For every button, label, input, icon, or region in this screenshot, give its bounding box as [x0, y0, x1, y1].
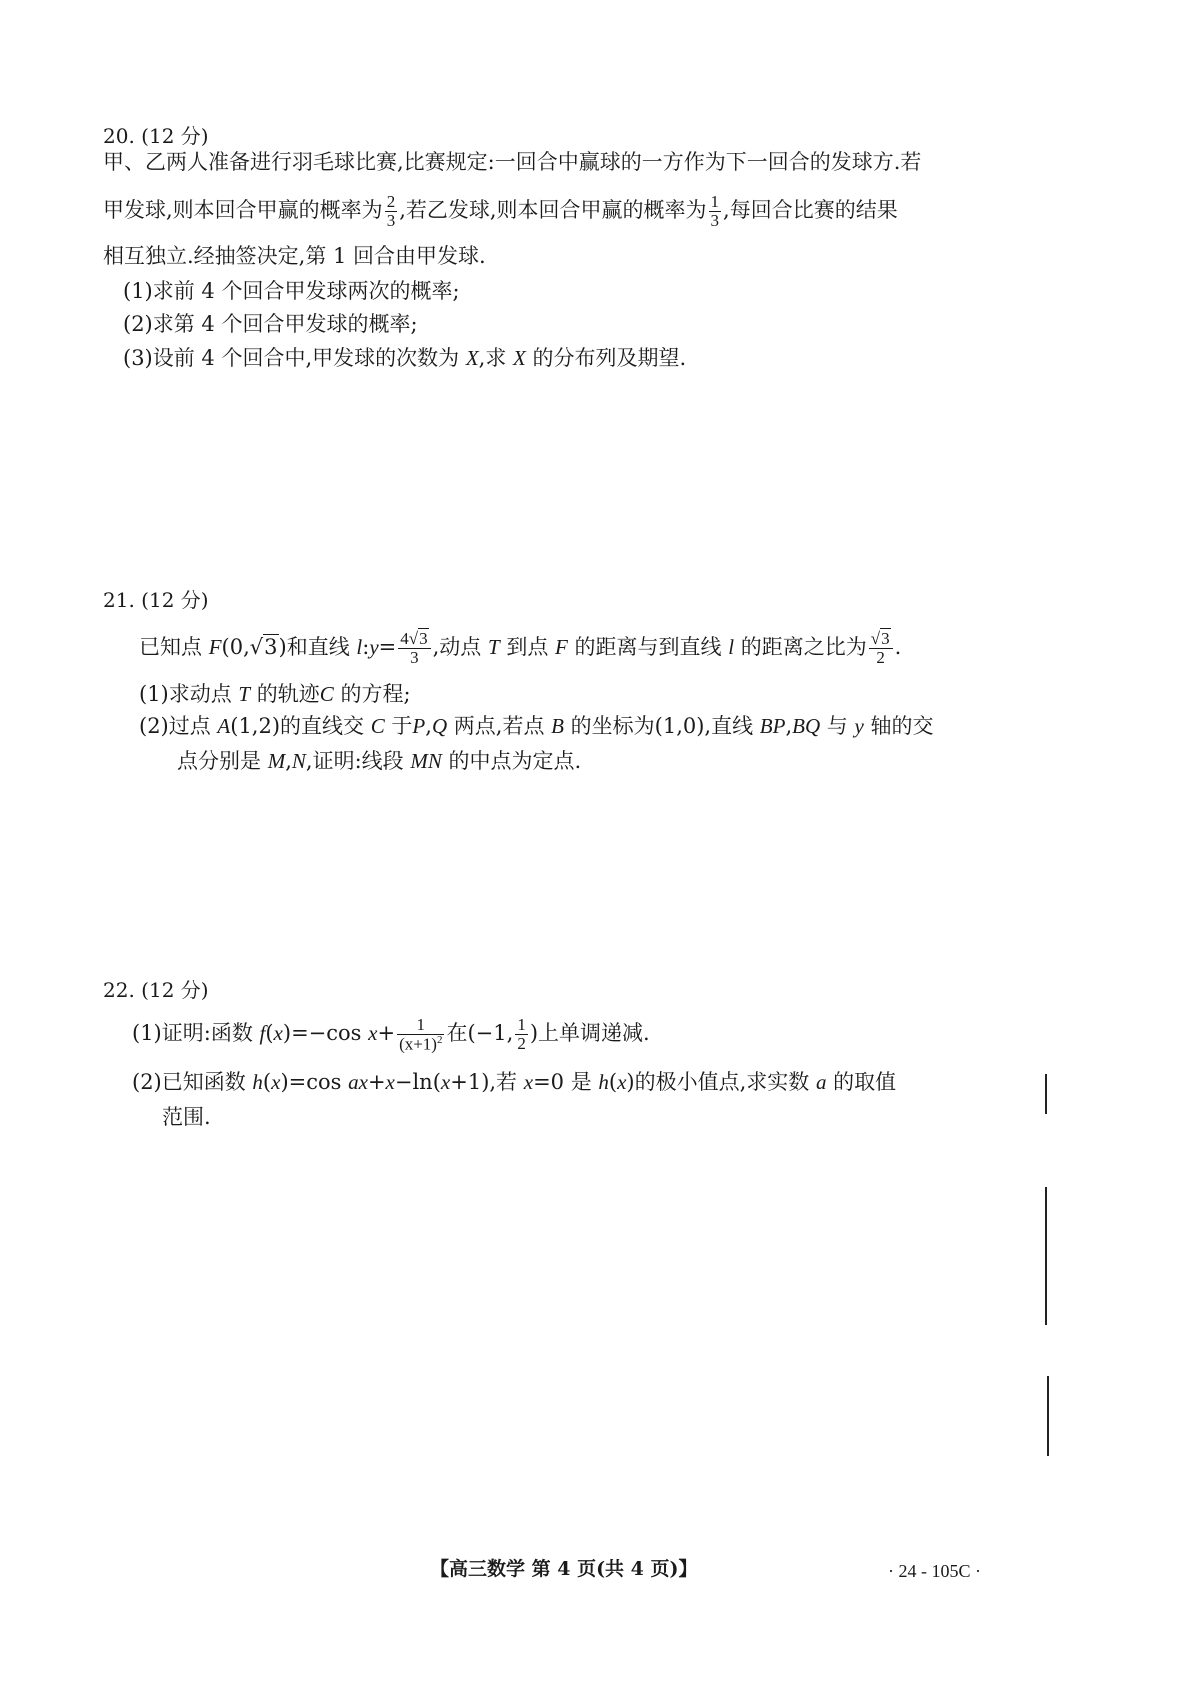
q21-heading: 21. (12 分) — [103, 588, 209, 612]
sqrt-three: √3 — [249, 634, 278, 659]
page-footer-title: 【高三数学 第 4 页(共 4 页)】 — [430, 1558, 698, 1580]
q21-part1: (1)求动点 T 的轨迹C 的方程; — [139, 682, 411, 706]
scan-edge-mark — [1047, 1376, 1049, 1456]
fraction-one-over-x-plus-one-squared: $\frac{1}{(x+1)^2}$ — [399, 1015, 443, 1054]
q20-line3: 相互独立.经抽签决定,第 1 回合由甲发球. — [103, 244, 486, 268]
q20-line1: 甲、乙两人准备进行羽毛球比赛,比赛规定:一回合中赢球的一方作为下一回合的发球方.若 — [103, 150, 922, 174]
q21-line1: 已知点 F(0,√3)和直线 l:y= $\frac{4√3}{3}$ ,动点 T 到点 F 的距离与到直线 l 的距离之比为 $\frac{√3}{2}$ . — [139, 629, 902, 667]
page-footer-code: · 24 - 105C · — [888, 1561, 981, 1581]
q22-part1: (1)证明:函数 f(x)=−cos x+ $\frac{1}{(x+1)^2}$ 在(−1, $\frac{1}{2}$ )上单调递减. — [132, 1015, 650, 1054]
q20-heading: 20. (12 分) — [103, 124, 209, 148]
q22-part2-line1: (2)已知函数 h(x)=cos ax+x−ln(x+1),若 x=0 是 h(x)的极小值点,求实数 a 的取值 — [132, 1070, 897, 1094]
q21-part2-line2: 点分别是 M,N,证明:线段 MN 的中点为定点. — [177, 749, 582, 773]
scan-edge-mark — [1045, 1187, 1047, 1325]
fraction-two-thirds: $\frac{2}{3}$ — [386, 192, 396, 230]
q21-part2-line1: (2)过点 A(1,2)的直线交 C 于P,Q 两点,若点 B 的坐标为(1,0),直线 BP,BQ 与 y 轴的交 — [139, 714, 934, 738]
q20-line2: 甲发球,则本回合甲赢的概率为 $\frac{2}{3}$ ,若乙发球,则本回合甲赢的概率为 $\frac{1}{3}$ ,每回合比赛的结果 — [103, 192, 898, 230]
fraction-four-root-three-over-three: $\frac{4√3}{3}$ — [398, 630, 430, 667]
q20-part1: (1)求前 4 个回合甲发球两次的概率; — [123, 279, 460, 303]
q20-part3: (3)设前 4 个回合中,甲发球的次数为 X,求 X 的分布列及期望. — [123, 346, 687, 370]
scan-edge-mark — [1045, 1074, 1047, 1114]
fraction-root-three-over-two: $\frac{√3}{2}$ — [869, 630, 893, 667]
fraction-one-half: $\frac{1}{2}$ — [517, 1015, 526, 1054]
q22-heading: 22. (12 分) — [103, 978, 209, 1002]
q22-part2-line2: 范围. — [162, 1105, 211, 1129]
q20-part2: (2)求第 4 个回合甲发球的概率; — [123, 312, 418, 336]
fraction-one-third: $\frac{1}{3}$ — [710, 192, 720, 230]
